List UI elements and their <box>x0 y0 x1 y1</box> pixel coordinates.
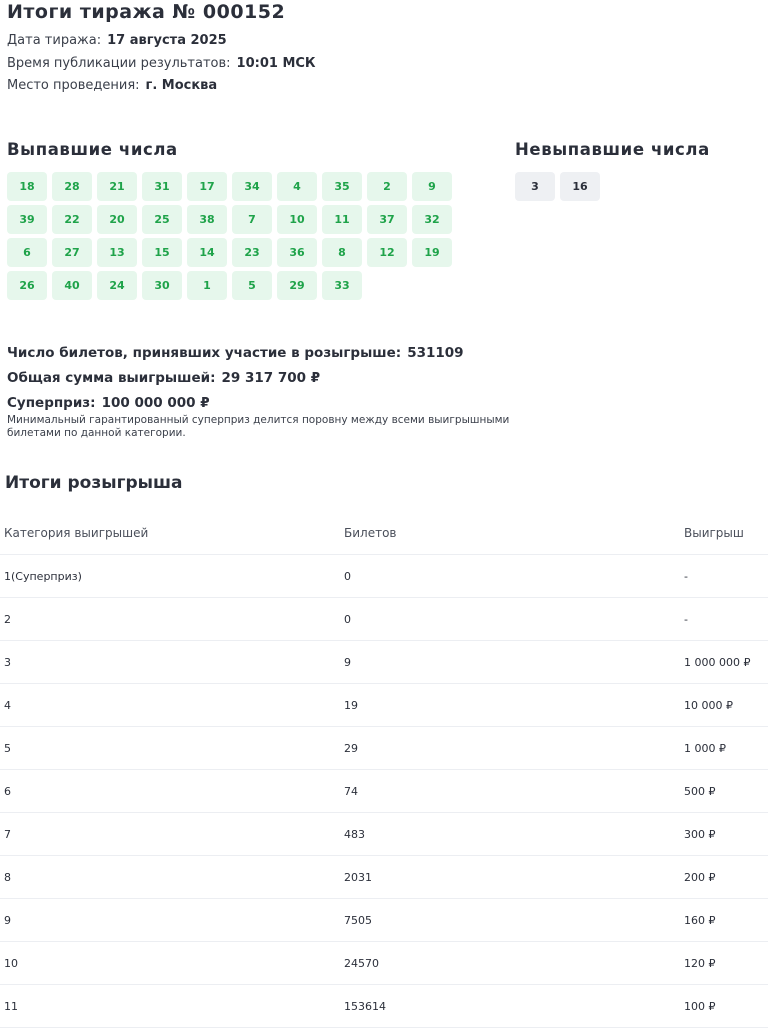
publish-time-value: 10:01 МСК <box>236 56 316 71</box>
drawn-number-ball: 18 <box>7 172 47 201</box>
drawn-number-ball: 31 <box>142 172 182 201</box>
drawn-number-ball: 9 <box>412 172 452 201</box>
cell-prize: 200 ₽ <box>684 870 716 884</box>
cell-tickets: 2031 <box>344 870 372 884</box>
tickets-count-value: 531109 <box>407 345 464 361</box>
drawn-number-ball: 21 <box>97 172 137 201</box>
page-title: Итоги тиража № 000152 <box>7 1 286 23</box>
drawn-number-ball: 14 <box>187 238 227 267</box>
total-winnings-label: Общая сумма выигрышей: <box>7 370 216 386</box>
drawn-number-ball: 2 <box>367 172 407 201</box>
cell-category: 8 <box>4 870 11 884</box>
table-row <box>0 942 768 985</box>
results-table <box>0 512 768 1028</box>
cell-tickets: 29 <box>344 741 358 755</box>
draw-date-label: Дата тиража: <box>7 33 102 48</box>
drawn-number-ball: 19 <box>412 238 452 267</box>
draw-place <box>7 78 217 93</box>
drawn-number-ball: 15 <box>142 238 182 267</box>
drawn-number-ball: 40 <box>52 271 92 300</box>
drawn-number-ball: 22 <box>52 205 92 234</box>
table-row <box>0 684 768 727</box>
cell-category: 9 <box>4 913 11 927</box>
not-drawn-number-ball: 16 <box>560 172 600 201</box>
draw-place-value: г. Москва <box>145 78 218 93</box>
table-row <box>0 985 768 1028</box>
cell-tickets: 0 <box>344 569 351 583</box>
cell-prize: 10 000 ₽ <box>684 698 733 712</box>
drawn-number-ball: 11 <box>322 205 362 234</box>
table-row <box>0 727 768 770</box>
cell-category: 7 <box>4 827 11 841</box>
drawn-number-ball: 39 <box>7 205 47 234</box>
cell-prize: - <box>684 569 688 583</box>
draw-date-value: 17 августа 2025 <box>107 33 227 48</box>
drawn-number-ball: 29 <box>277 271 317 300</box>
cell-tickets: 0 <box>344 612 351 626</box>
cell-prize: 300 ₽ <box>684 827 716 841</box>
cell-prize: 500 ₽ <box>684 784 716 798</box>
drawn-number-ball: 26 <box>7 271 47 300</box>
draw-place-label: Место проведения: <box>7 78 140 93</box>
drawn-number-ball: 38 <box>187 205 227 234</box>
cell-category: 4 <box>4 698 11 712</box>
drawn-number-ball: 7 <box>232 205 272 234</box>
drawn-number-ball: 8 <box>322 238 362 267</box>
drawn-number-ball: 33 <box>322 271 362 300</box>
drawn-number-ball: 23 <box>232 238 272 267</box>
cell-tickets: 7505 <box>344 913 372 927</box>
cell-prize: 1 000 ₽ <box>684 741 726 755</box>
table-header-row <box>0 512 768 555</box>
drawn-number-ball: 36 <box>277 238 317 267</box>
publish-time <box>7 56 316 71</box>
drawn-numbers-heading: Выпавшие числа <box>7 140 178 159</box>
cell-category: 5 <box>4 741 11 755</box>
drawn-number-ball: 1 <box>187 271 227 300</box>
drawn-number-ball: 12 <box>367 238 407 267</box>
drawn-number-ball: 25 <box>142 205 182 234</box>
cell-tickets: 483 <box>344 827 365 841</box>
cell-prize: - <box>684 612 688 626</box>
cell-tickets: 153614 <box>344 999 386 1013</box>
drawn-number-ball: 20 <box>97 205 137 234</box>
drawn-number-ball: 35 <box>322 172 362 201</box>
cell-category: 11 <box>4 999 18 1013</box>
cell-prize: 1 000 000 ₽ <box>684 655 751 669</box>
cell-category: 2 <box>4 612 11 626</box>
drawn-number-ball: 4 <box>277 172 317 201</box>
drawn-number-ball: 27 <box>52 238 92 267</box>
cell-tickets: 24570 <box>344 956 379 970</box>
superprize-value: 100 000 000 ₽ <box>101 395 210 411</box>
table-row <box>0 598 768 641</box>
drawn-number-ball: 13 <box>97 238 137 267</box>
drawn-number-ball: 37 <box>367 205 407 234</box>
cell-category: 10 <box>4 956 18 970</box>
tickets-count <box>7 345 464 361</box>
table-row <box>0 641 768 684</box>
table-row <box>0 813 768 856</box>
table-body <box>0 555 768 1028</box>
superprize <box>7 395 210 411</box>
table-row <box>0 555 768 598</box>
results-heading: Итоги розыгрыша <box>5 473 183 493</box>
cell-tickets: 74 <box>344 784 358 798</box>
drawn-number-ball: 28 <box>52 172 92 201</box>
drawn-number-ball: 17 <box>187 172 227 201</box>
cell-prize: 160 ₽ <box>684 913 716 927</box>
superprize-note: Минимальный гарантированный суперприз делится поровну между всеми выигрышными билетами по данной категории. <box>7 414 510 439</box>
publish-time-label: Время публикации результатов: <box>7 56 231 71</box>
not-drawn-number-ball: 3 <box>515 172 555 201</box>
table-row <box>0 899 768 942</box>
draw-date <box>7 33 227 48</box>
total-winnings <box>7 370 320 386</box>
drawn-number-ball: 30 <box>142 271 182 300</box>
table-row <box>0 856 768 899</box>
tickets-count-label: Число билетов, принявших участие в розыгрыше: <box>7 345 402 361</box>
drawn-number-ball: 6 <box>7 238 47 267</box>
drawn-number-ball: 34 <box>232 172 272 201</box>
cell-category: 3 <box>4 655 11 669</box>
column-header-prize: Выигрыш <box>684 526 744 540</box>
cell-tickets: 19 <box>344 698 358 712</box>
table-row <box>0 770 768 813</box>
drawn-number-ball: 10 <box>277 205 317 234</box>
cell-prize: 120 ₽ <box>684 956 716 970</box>
not-drawn-numbers-heading: Невыпавшие числа <box>515 140 710 159</box>
drawn-number-ball: 5 <box>232 271 272 300</box>
column-header-tickets: Билетов <box>344 526 397 540</box>
column-header-category: Категория выигрышей <box>4 526 149 540</box>
cell-prize: 100 ₽ <box>684 999 716 1013</box>
cell-category: 1(Суперприз) <box>4 569 82 583</box>
total-winnings-value: 29 317 700 ₽ <box>221 370 321 386</box>
superprize-label: Суперприз: <box>7 395 96 411</box>
drawn-number-ball: 24 <box>97 271 137 300</box>
drawn-number-ball: 32 <box>412 205 452 234</box>
cell-tickets: 9 <box>344 655 351 669</box>
cell-category: 6 <box>4 784 11 798</box>
